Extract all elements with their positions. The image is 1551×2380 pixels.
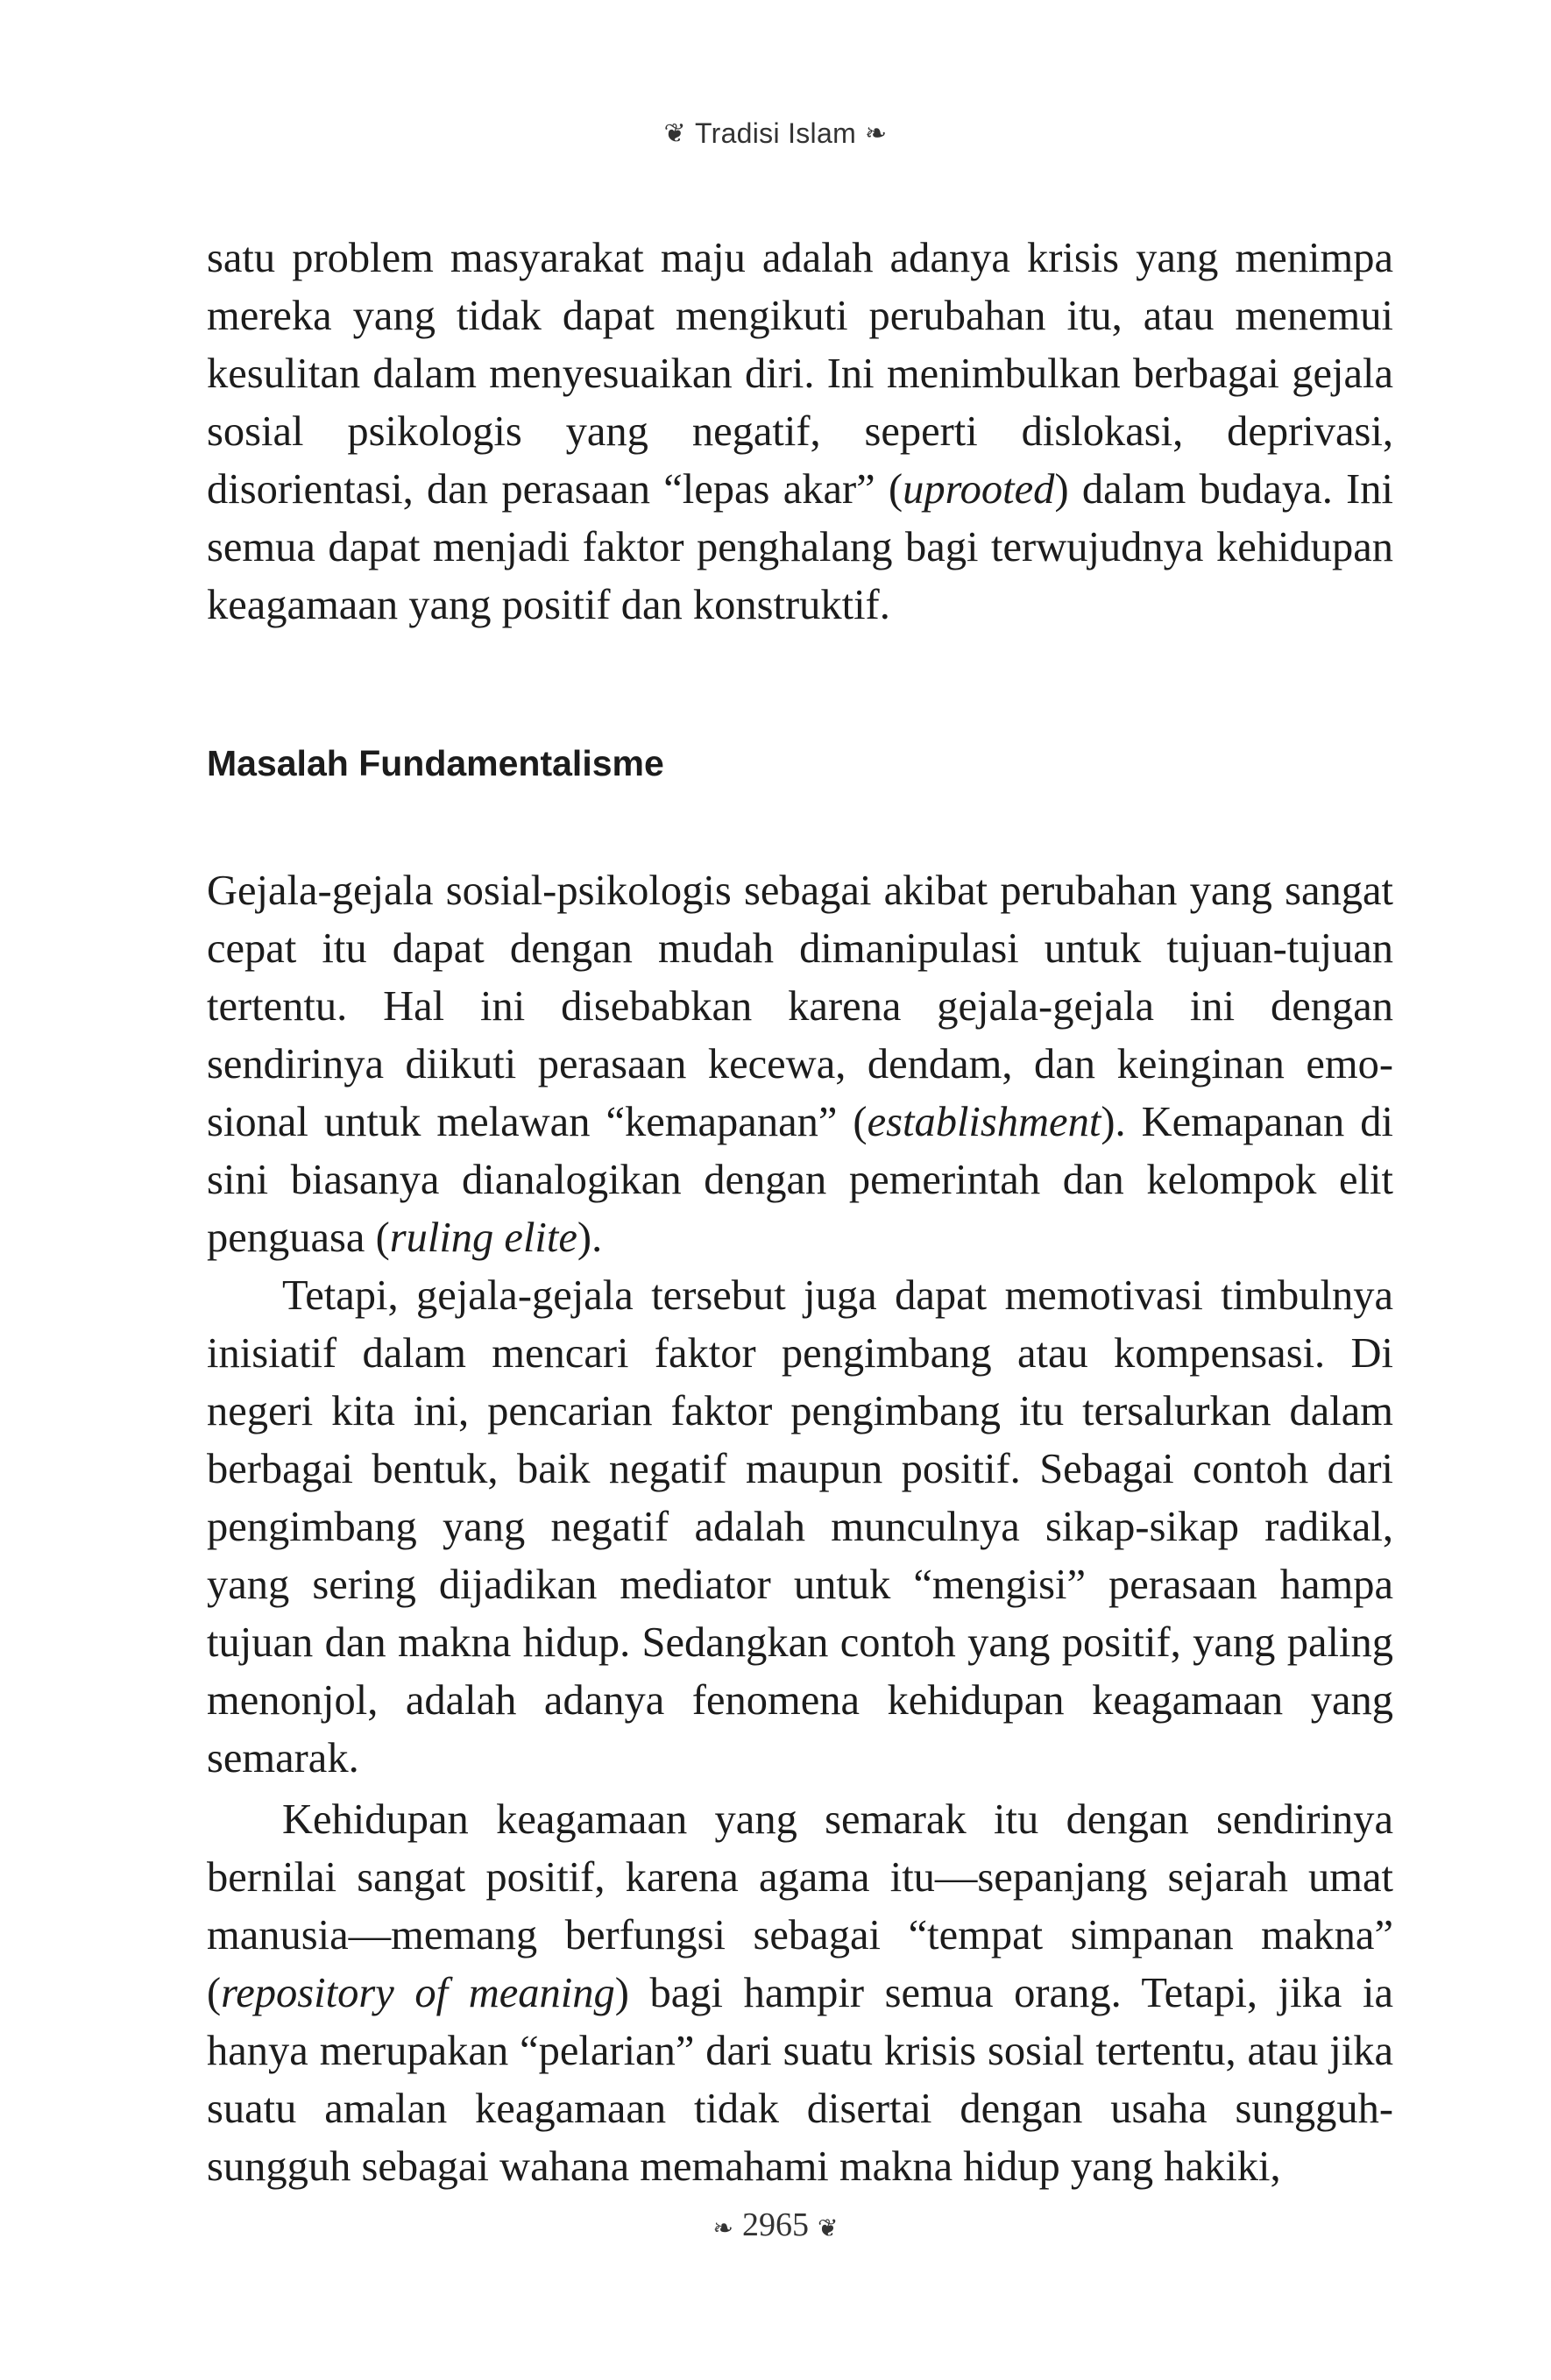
italic-term: ruling elite	[389, 1215, 577, 1261]
ornament-right-icon: ❧	[865, 118, 888, 150]
page-footer	[0, 2206, 1551, 2244]
ornament-right-icon: ❦	[818, 2213, 839, 2242]
italic-term: uprooted	[903, 466, 1055, 513]
page-number: 2965	[742, 2206, 809, 2243]
running-header-title: Tradisi Islam	[694, 117, 857, 150]
ornament-left-icon: ❦	[663, 118, 686, 150]
section-heading: Masalah Fundamentalisme	[207, 743, 664, 783]
italic-term: establishment	[867, 1099, 1101, 1145]
italic-term: repository of meaning	[221, 1970, 615, 2016]
text-block-main	[207, 862, 1393, 2196]
paragraph-3: Tetapi, gejala-gejala tersebut juga dapat memotivasi timbulnya inisiatif dalam mencari faktor pengimbang atau kompensasi. Di negeri kita ini, pencarian faktor pengimbang itu tersalurkan dalam berbagai bentuk, baik negatif maupun positif. Sebagai contoh dari pengimbang yang negatif adalah munculnya sikap-sikap radikal, yang sering dijadikan mediator untuk “mengisi” perasaan hampa tujuan dan makna hidup. Sedangkan contoh yang positif, yang paling menonjol, adalah adanya fenomena kehidupan keagamaan yang semarak.	[207, 1272, 1393, 1781]
paragraph-2: Gejala-gejala sosial-psikologis sebagai akibat perubahan yang sangat cepat itu dapat dengan mudah dimanipulasi untuk tujuan-tujuan tertentu. Hal ini disebabkan karena gejala-gejala ini dengan sendirinya diikuti perasaan kecewa, dendam, dan keinginan emosional untuk melawan “kemapanan” (establishment). Kemapanan di sini biasanya dianalogikan dengan pemerintah dan kelompok elit penguasa (ruling elite).	[207, 868, 1393, 1261]
ornament-left-icon: ❧	[712, 2213, 733, 2242]
paragraph-4: Kehidupan keagamaan yang semarak itu dengan sendirinya bernilai sangat positif, karena agama itu—sepanjang sejarah umat manusia—memang berfungsi sebagai “tempat simpanan makna” (repository of meaning) bagi hampir semua orang. Tetapi, jika ia hanya merupakan “pelarian” dari suatu krisis sosial tertentu, atau jika suatu amalan keagamaan tidak disertai dengan usaha sungguh-sungguh sebagai wahana memahami makna hidup yang hakiki,	[207, 1796, 1394, 2190]
text-block-top	[207, 230, 1393, 634]
paragraph-1: satu problem masyarakat maju adalah adanya krisis yang menimpa mereka yang tidak dapat mengikuti perubahan itu, atau menemui kesulitan dalam menyesuaikan diri. Ini menimbulkan berbagai gejala sosial psikologis yang negatif, seperti dislokasi, deprivasi, disorientasi, dan perasaan “lepas akar” (uprooted) dalam budaya. Ini semua dapat menjadi faktor penghalang bagi terwujudnya kehidupan keagamaan yang positif dan konstruktif.	[207, 235, 1393, 628]
running-header	[0, 116, 1551, 150]
